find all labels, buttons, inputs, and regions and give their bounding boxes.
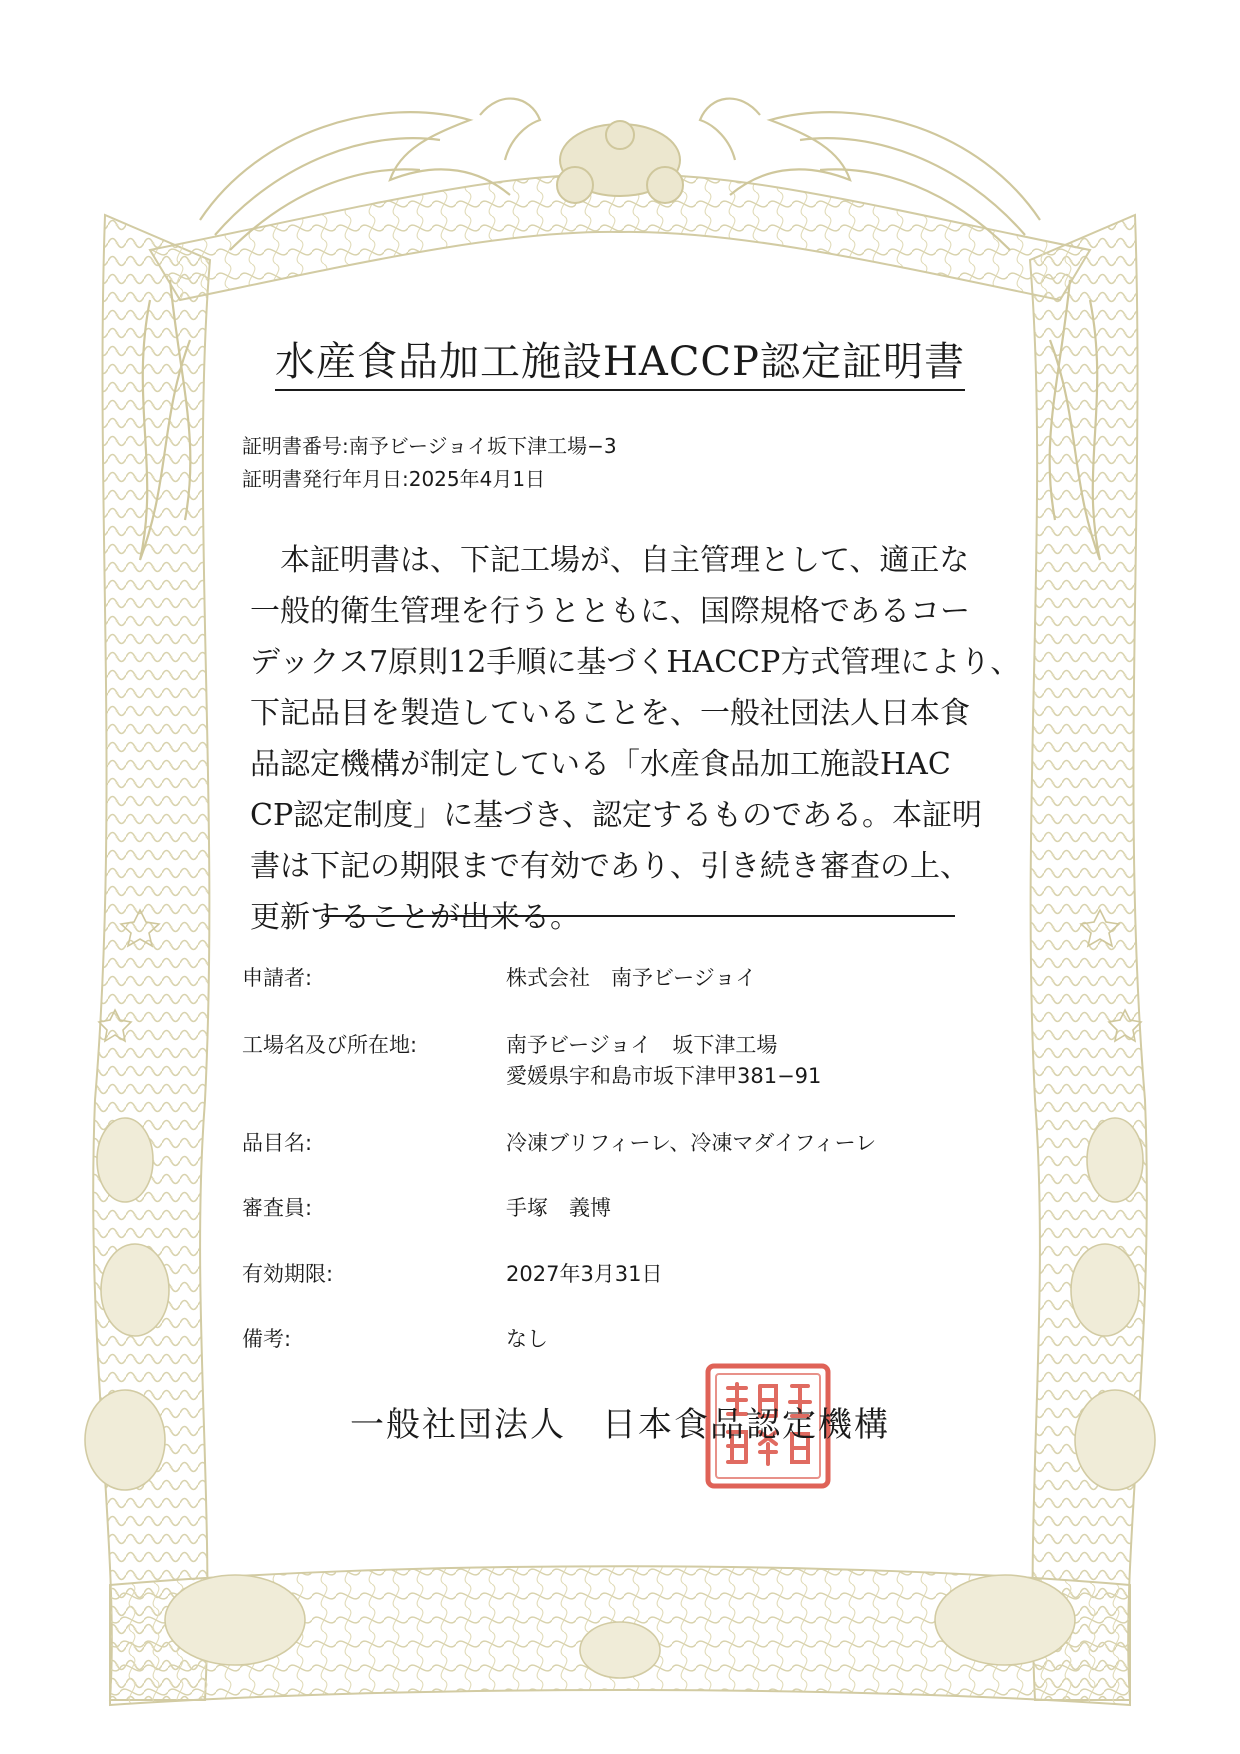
body-line: CP認定制度」に基づき、認定するものである。本証明 [250,798,982,833]
certificate-number: 証明書番号:南予ビージョイ坂下津工場−3 [242,434,617,458]
product-value: 冷凍ブリフィーレ、冷凍マダイフィーレ [506,1131,877,1155]
remarks-value: なし [506,1327,548,1351]
inspector-label: 審査員: [242,1196,313,1220]
divider-line [325,915,955,917]
certificate-body [250,535,1021,943]
factory-label: 工場名及び所在地: [242,1033,418,1057]
issuing-organization: 一般社団法人 日本食品認定機構 [350,1405,890,1445]
remarks-label: 備考: [242,1327,292,1351]
body-line: 書は下記の期限まで有効であり、引き続き審査の上、 [250,849,970,884]
body-line: 本証明書は、下記工場が、自主管理として、適正な [250,543,970,578]
body-line: 下記品目を製造していることを、一般社団法人日本食 [250,696,970,731]
applicant-label: 申請者: [242,966,313,990]
inspector-value: 手塚 義博 [506,1196,611,1220]
certificate-title-text: 水産食品加工施設HACCP認定証明書 [275,339,965,391]
expiry-label: 有効期限: [242,1262,334,1286]
body-line: デックス7原則12手順に基づくHACCP方式管理により、 [250,645,1021,680]
applicant-value: 株式会社 南予ビージョイ [506,966,757,990]
body-line: 一般的衛生管理を行うとともに、国際規格であるコー [250,594,970,629]
certificate-title [0,330,1240,387]
factory-name: 南予ビージョイ 坂下津工場 [506,1033,778,1057]
expiry-value: 2027年3月31日 [506,1262,663,1286]
issue-date: 証明書発行年月日:2025年4月1日 [242,467,546,491]
body-line: 更新することが出来る。 [250,900,580,935]
product-label: 品目名: [242,1131,313,1155]
body-line: 品認定機構が制定している「水産食品加工施設HAC [250,747,951,782]
factory-address: 愛媛県宇和島市坂下津甲381−91 [506,1064,822,1088]
